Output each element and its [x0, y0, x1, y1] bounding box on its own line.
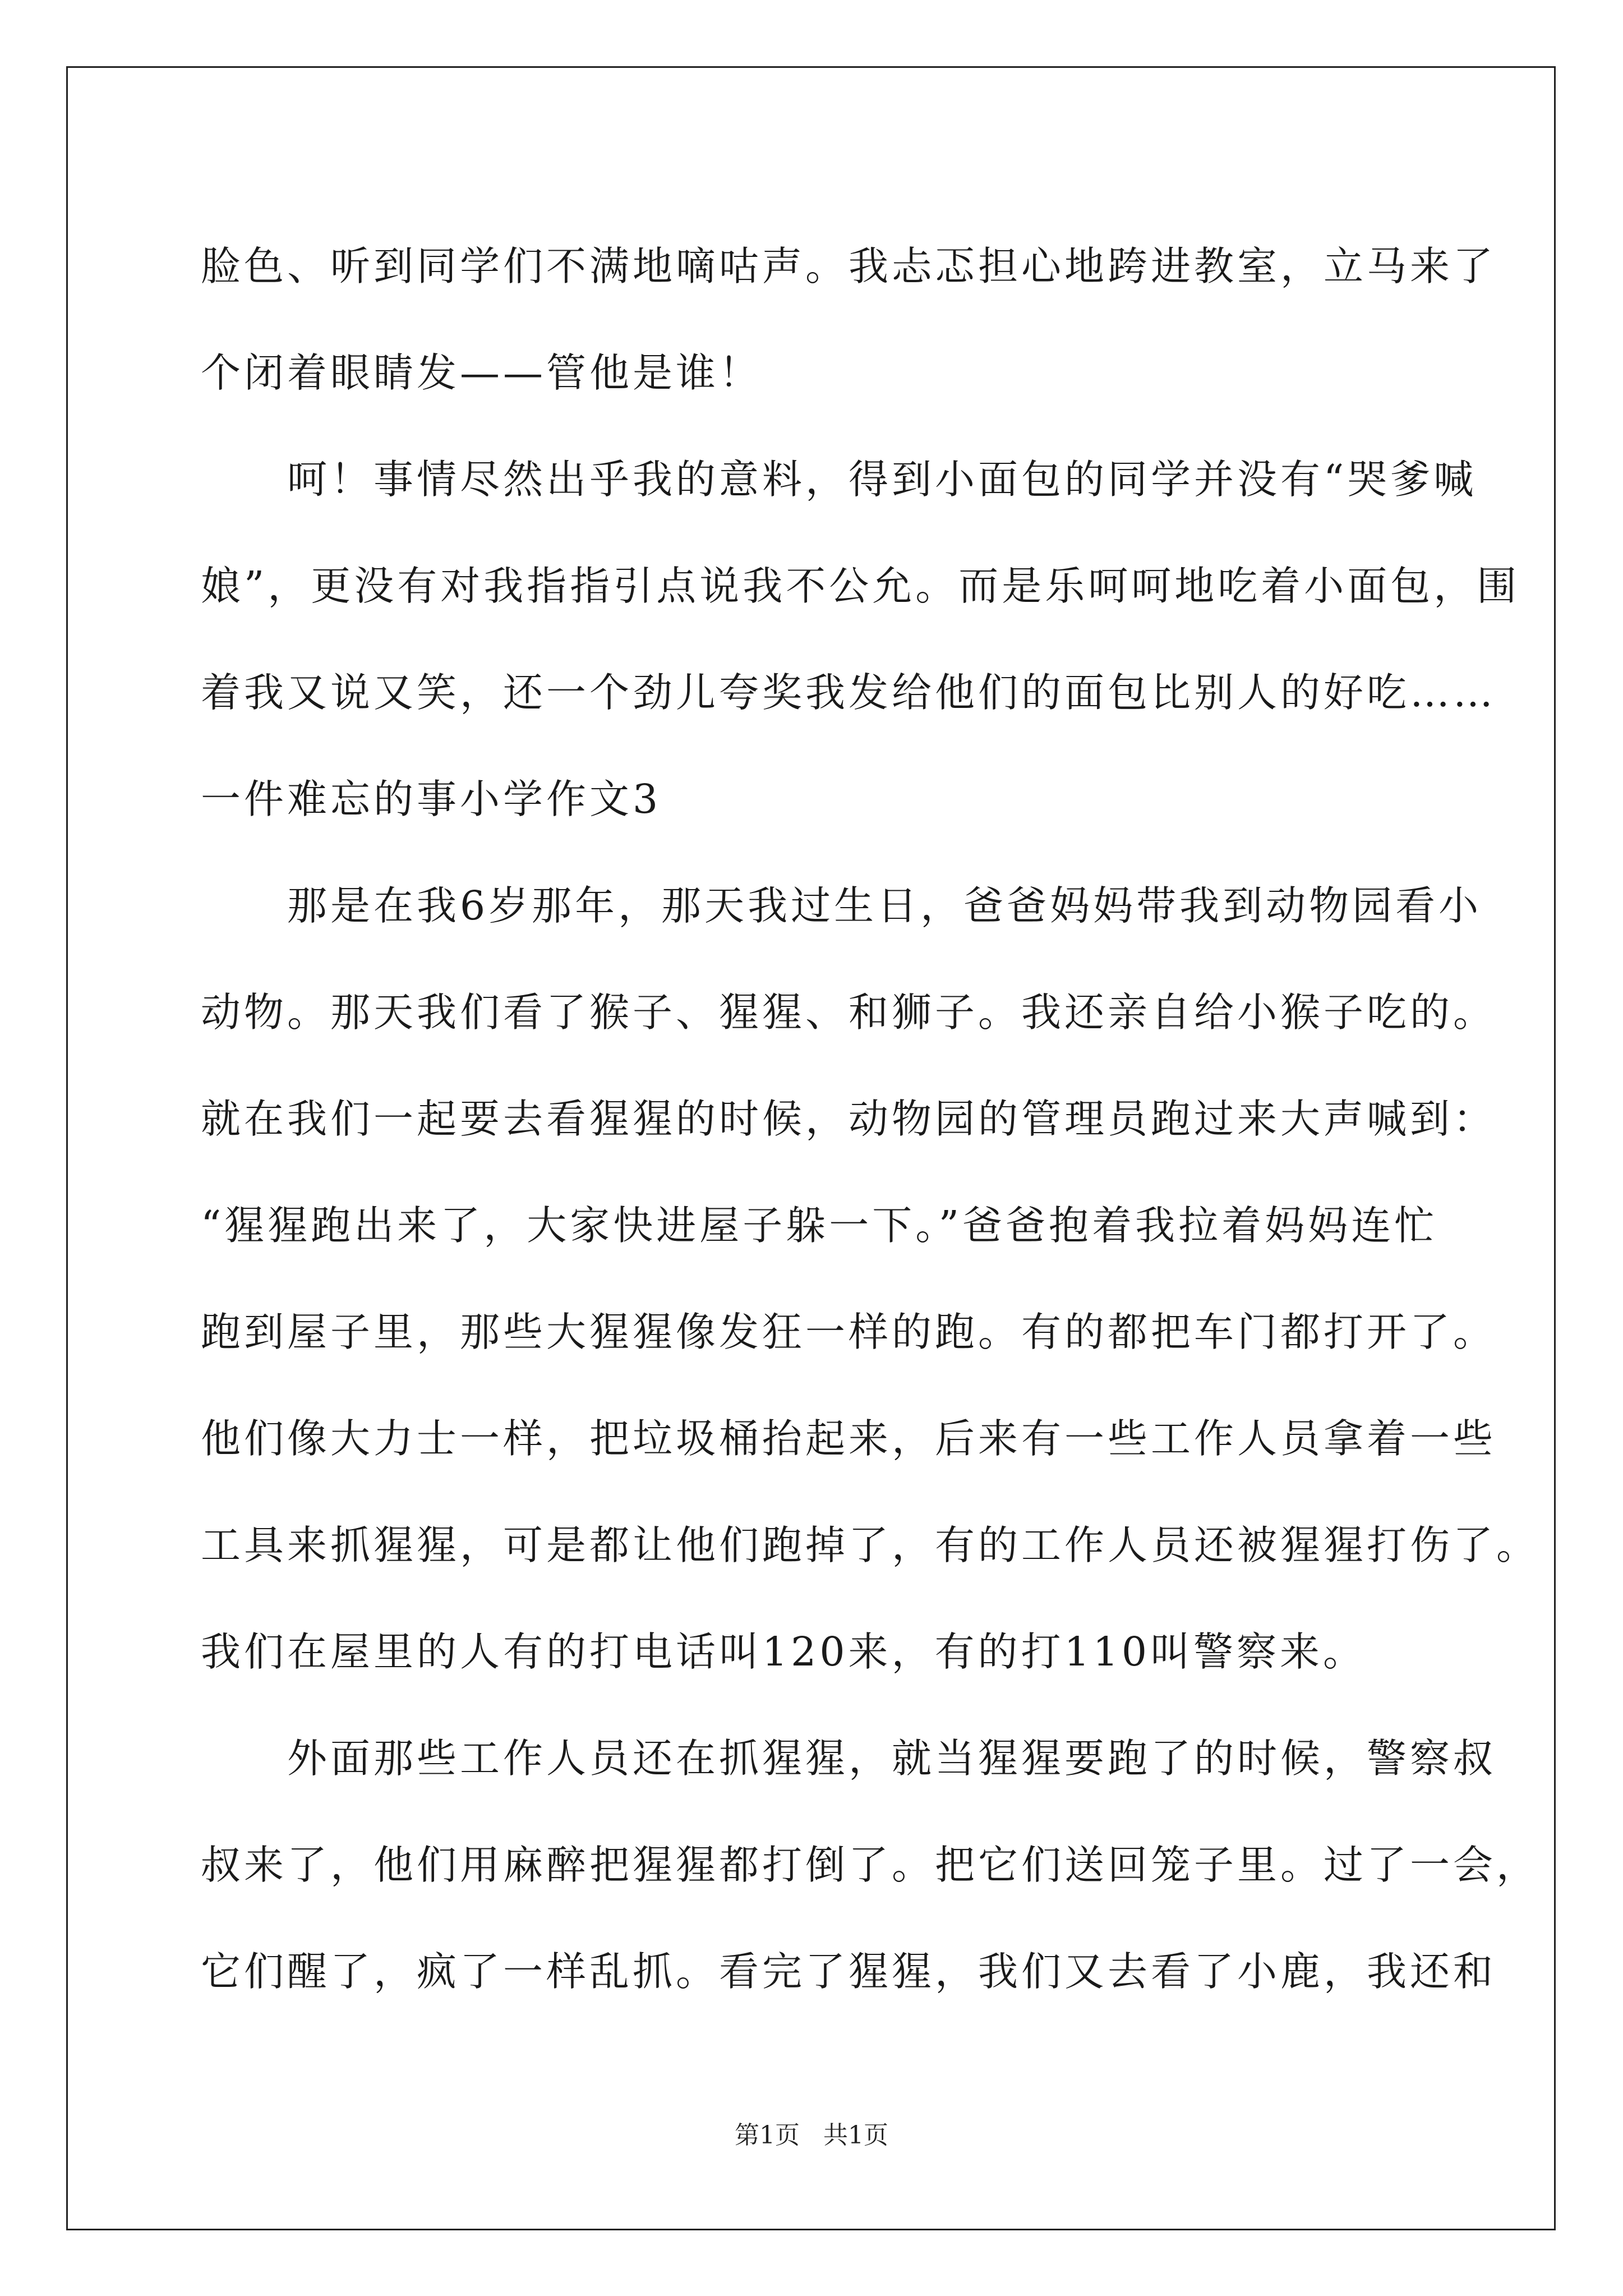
page-number: 第1页	[735, 2121, 800, 2150]
text-line: 我们在屋里的人有的打电话叫120来，有的打110叫警察来。	[201, 1628, 1367, 1675]
text-line: 跑到屋子里，那些大猩猩像发狂一样的跑。有的都把车门都打开了。	[201, 1309, 1497, 1355]
text-line: 外面那些工作人员还在抓猩猩，就当猩猩要跑了的时候，警察叔	[201, 1735, 1497, 1782]
text-line: 呵！事情尽然出乎我的意料，得到小面包的同学并没有“哭爹喊	[201, 456, 1477, 503]
text-line: 那是在我6岁那年，那天我过生日，爸爸妈妈带我到动物园看小	[201, 882, 1482, 929]
text-line: 就在我们一起要去看猩猩的时候，动物园的管理员跑过来大声喊到：	[201, 1096, 1497, 1142]
document-body	[201, 213, 1540, 2025]
page-footer	[0, 2119, 1623, 2152]
text-line: 工具来抓猩猩，可是都让他们跑掉了，有的工作人员还被猩猩打伤了。	[201, 1522, 1540, 1568]
section-title: 一件难忘的事小学作文3	[201, 776, 662, 822]
text-line: 脸色、听到同学们不满地嘀咕声。我忐忑担心地跨进教室，立马来了	[201, 243, 1497, 289]
text-line: 着我又说又笑，还一个劲儿夸奖我发给他们的面包比别人的好吃……	[201, 669, 1497, 716]
text-line: 娘”，更没有对我指指引点说我不公允。而是乐呵呵地吃着小面包，围	[201, 563, 1520, 609]
text-line: 动物。那天我们看了猴子、猩猩、和狮子。我还亲自给小猴子吃的。	[201, 989, 1497, 1036]
text-line: “猩猩跑出来了，大家快进屋子躲一下。”爸爸抱着我拉着妈妈连忙	[201, 1202, 1438, 1249]
text-line: 他们像大力士一样，把垃圾桶抬起来，后来有一些工作人员拿着一些	[201, 1415, 1497, 1462]
text-line: 它们醒了，疯了一样乱抓。看完了猩猩，我们又去看了小鹿，我还和	[201, 1948, 1497, 1995]
text-line: 个闭着眼睛发——管他是谁！	[201, 349, 763, 396]
page-total: 共1页	[823, 2121, 888, 2150]
text-line: 叔来了，他们用麻醉把猩猩都打倒了。把它们送回笼子里。过了一会，	[201, 1842, 1540, 1888]
